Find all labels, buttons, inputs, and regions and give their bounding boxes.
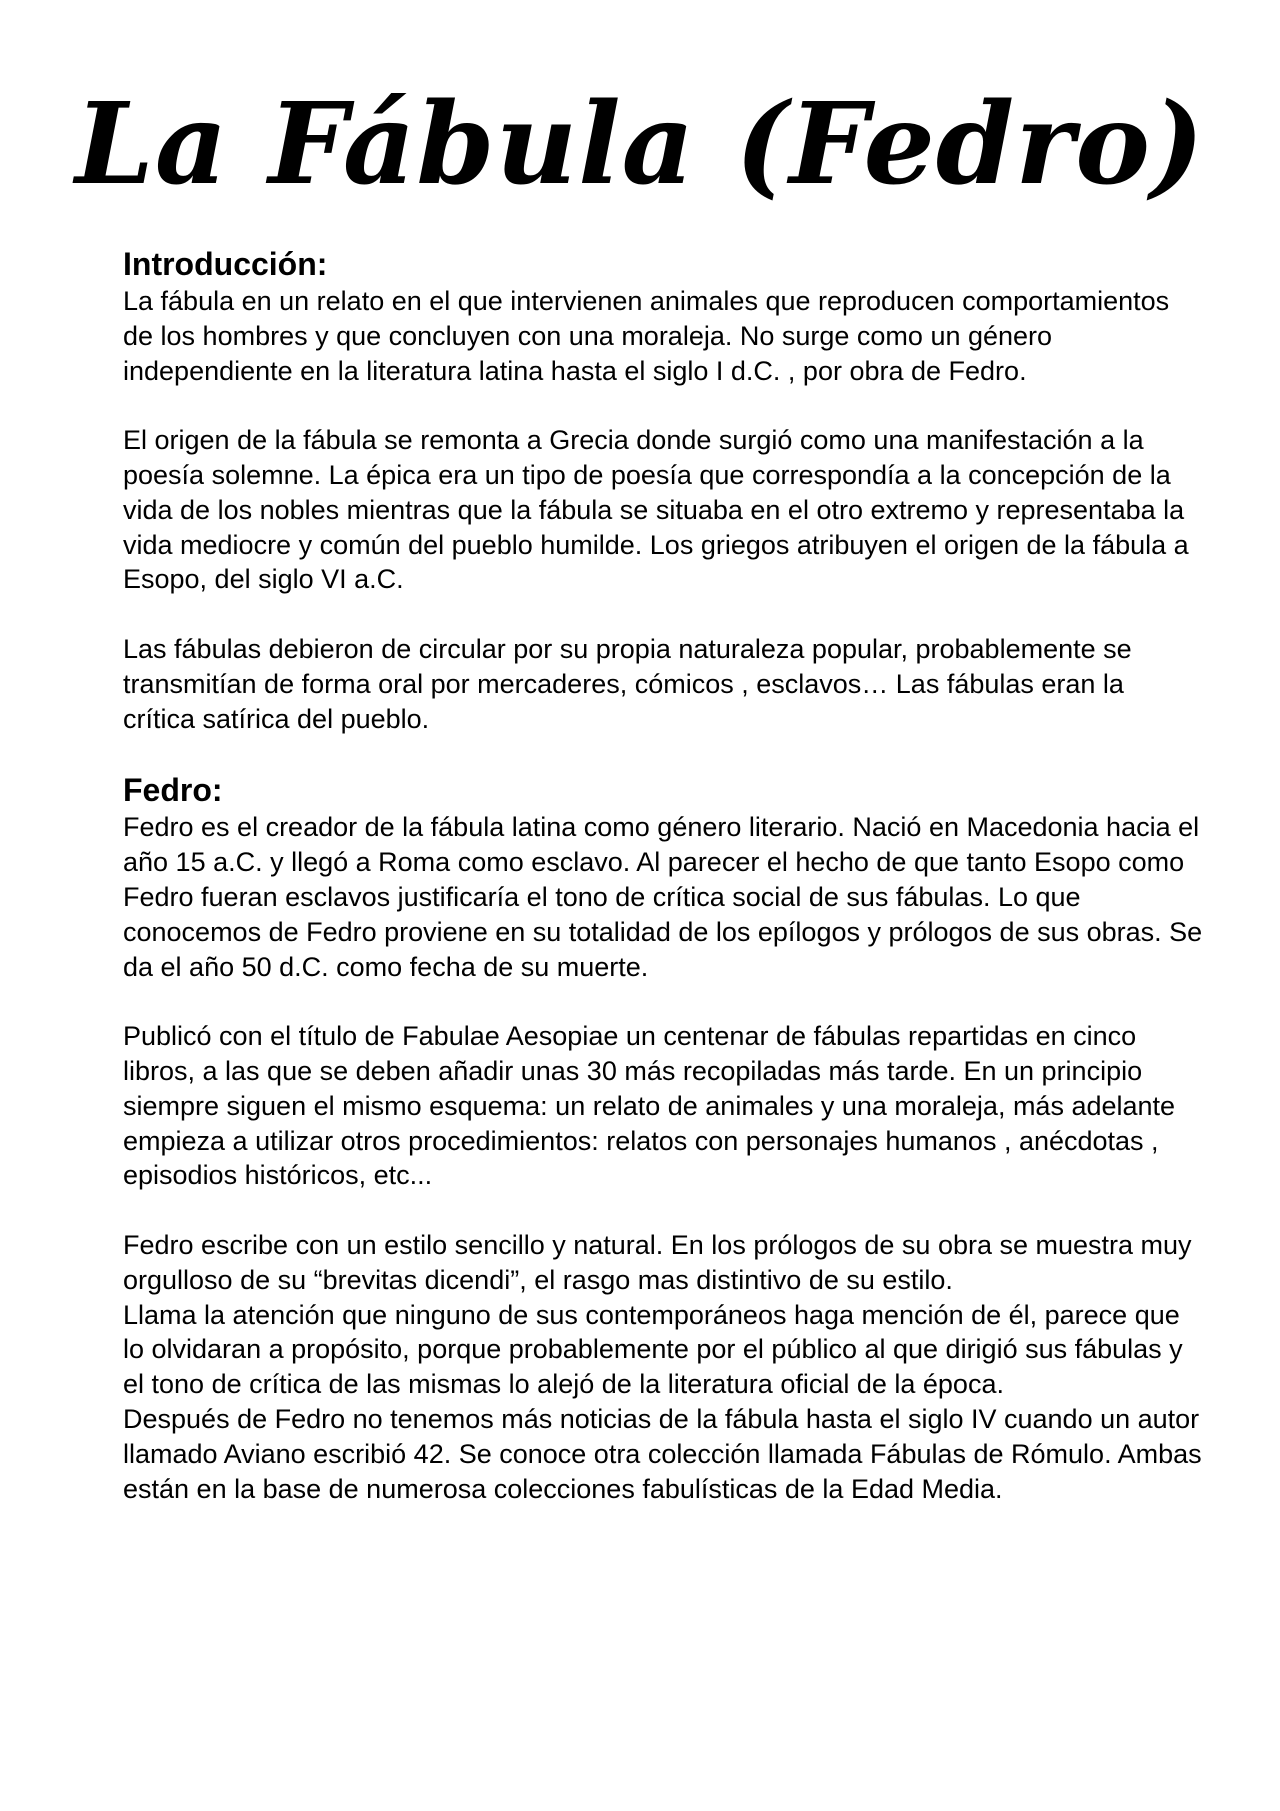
paragraph-spacer xyxy=(123,597,1203,632)
paragraph-spacer xyxy=(123,388,1203,423)
paragraph-spacer xyxy=(123,1193,1203,1228)
document-body xyxy=(123,244,1203,1506)
section-heading-fedro: Fedro: xyxy=(123,772,223,809)
paragraph: Las fábulas debieron de circular por su propia naturaleza popular, probablemente se transmitían de forma oral por mercaderes, cómicos , esclavos… Las fábulas eran la crítica satírica del pueblo. xyxy=(123,633,1132,734)
section-spacer xyxy=(123,736,1203,770)
paragraph: La fábula en un relato en el que intervienen animales que reproducen comportamientos de los hombres y que concluyen con una moraleja. No surge como un género independiente en la literatura latina hasta el siglo I d.C. , por obra de Fedro. xyxy=(123,286,1170,386)
paragraph: Fedro es el creador de la fábula latina como género literario. Nació en Macedonia hacia el año 15 a.C. y llegó a Roma como esclavo. Al parecer el hecho de que tanto Esopo como Fedro fueran esclavos justificaría el tono de crítica social de sus fábulas. Lo que conocemos de Fedro proviene en su totalidad de los epílogos y prólogos de sus obras. Se da el año 50 d.C. como fecha de su muerte. xyxy=(123,812,1203,982)
paragraph: Publicó con el título de Fabulae Aesopiae un centenar de fábulas repartidas en cinco libros, a las que se deben añadir unas 30 más recopiladas más tarde. En un principio siempre siguen el mismo esquema: un relato de animales y una moraleja, más adelante empieza a utilizar otros procedimientos: relatos con personajes humanos , anécdotas , episodios históricos, etc... xyxy=(123,1021,1176,1191)
paragraph: Llama la atención que ninguno de sus contemporáneos haga mención de él, parece que lo olvidaran a propósito, porque probablemente por el público al que dirigió sus fábulas y el tono de crítica de las mismas lo alejó de la literatura oficial de la época. xyxy=(123,1299,1183,1400)
paragraph: Fedro escribe con un estilo sencillo y natural. En los prólogos de su obra se muestra muy orgulloso de su “brevitas dicendi”, el rasgo mas distintivo de su estilo. xyxy=(123,1229,1192,1295)
paragraph: Después de Fedro no tenemos más noticias de la fábula hasta el siglo IV cuando un autor llamado Aviano escribió 42. Se conoce otra colección llamada Fábulas de Rómulo. Ambas están en la base de numerosa colecciones fabulísticas de la Edad Media. xyxy=(123,1403,1202,1504)
section-heading-introduccion: Introducción: xyxy=(123,246,328,282)
paragraph-spacer xyxy=(123,984,1203,1019)
paragraph: El origen de la fábula se remonta a Grecia donde surgió como una manifestación a la poesía solemne. La épica era un tipo de poesía que correspondía a la concepción de la vida de los nobles mientras que la fábula se situaba en el otro extremo y representaba la vida mediocre y común del pueblo humilde. Los griegos atribuyen el origen de la fábula a Esopo, del siglo VI a.C. xyxy=(123,425,1189,595)
page-title: La Fábula (Fedro) xyxy=(75,79,1205,210)
